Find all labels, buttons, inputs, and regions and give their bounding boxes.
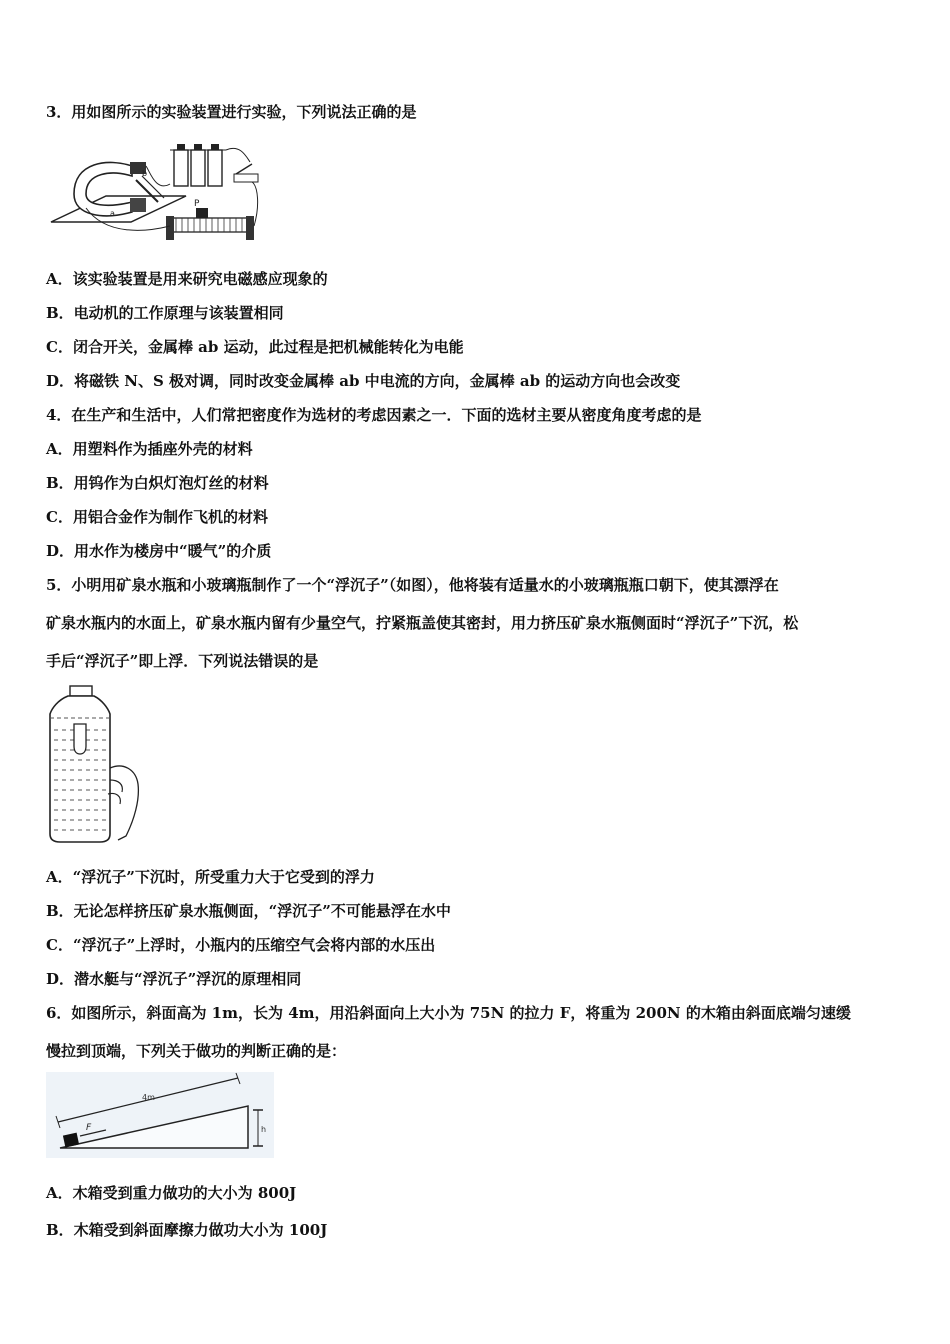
label-a: a (110, 209, 115, 218)
q6-stem-line-2: 慢拉到顶端，下列关于做功的判断正确的是： (46, 1042, 347, 1060)
q5-stem-line-2: 矿泉水瓶内的水面上，矿泉水瓶内留有少量空气，拧紧瓶盖使其密封，用力挤压矿泉水瓶侧面时“浮沉子”下沉，松 (46, 614, 799, 632)
label-p: P (194, 199, 200, 209)
q5-stem-line-3: 手后“浮沉子”即上浮．下列说法错误的是 (46, 652, 319, 670)
label-h: h (261, 1125, 267, 1134)
label-b: b (142, 169, 148, 178)
electromagnet-experiment-icon (46, 136, 261, 258)
q3-stem: 3．用如图所示的实验装置进行实验，下列说法正确的是 (46, 103, 417, 121)
label-f: F (86, 1123, 92, 1133)
q6-option-b: B．木箱受到斜面摩擦力做功大小为 100J (46, 1221, 328, 1239)
q5-option-a: A．“浮沉子”下沉时，所受重力大于它受到的浮力 (46, 868, 375, 886)
q5-option-c: C．“浮沉子”上浮时，小瓶内的压缩空气会将内部的水压出 (46, 936, 436, 954)
inclined-plane-icon (46, 1072, 274, 1162)
q3-option-a: A．该实验装置是用来研究电磁感应现象的 (46, 270, 328, 288)
cartesian-diver-bottle-icon (44, 684, 154, 848)
q4-option-b: B．用钨作为白炽灯泡灯丝的材料 (46, 474, 269, 492)
q3-option-c: C．闭合开关，金属棒 ab 运动，此过程是把机械能转化为电能 (46, 338, 464, 356)
q5-stem-line-1: 5．小明用矿泉水瓶和小玻璃瓶制作了一个“浮沉子”（如图），他将装有适量水的小玻璃瓶瓶口朝下，使其漂浮在 (46, 576, 779, 594)
q6-stem-line-1: 6．如图所示，斜面高为 1m，长为 4m，用沿斜面向上大小为 75N 的拉力 F，将重为 200N 的木箱由斜面底端匀速缓 (46, 1004, 851, 1022)
label-4m: 4m (142, 1093, 155, 1102)
q4-stem: 4．在生产和生活中，人们常把密度作为选材的考虑因素之一．下面的选材主要从密度角度考虑的是 (46, 406, 702, 424)
q4-option-d: D．用水作为楼房中“暖气”的介质 (46, 542, 272, 560)
q3-option-b: B．电动机的工作原理与该装置相同 (46, 304, 284, 322)
q4-option-a: A．用塑料作为插座外壳的材料 (46, 440, 253, 458)
q4-option-c: C．用铝合金作为制作飞机的材料 (46, 508, 268, 526)
q3-option-d: D．将磁铁 N、S 极对调，同时改变金属棒 ab 中电流的方向，金属棒 ab 的运动方向也会改变 (46, 372, 681, 390)
q5-option-b: B．无论怎样挤压矿泉水瓶侧面，“浮沉子”不可能悬浮在水中 (46, 902, 451, 920)
q5-option-d: D．潜水艇与“浮沉子”浮沉的原理相同 (46, 970, 302, 988)
q6-option-a: A．木箱受到重力做功的大小为 800J (46, 1184, 297, 1202)
